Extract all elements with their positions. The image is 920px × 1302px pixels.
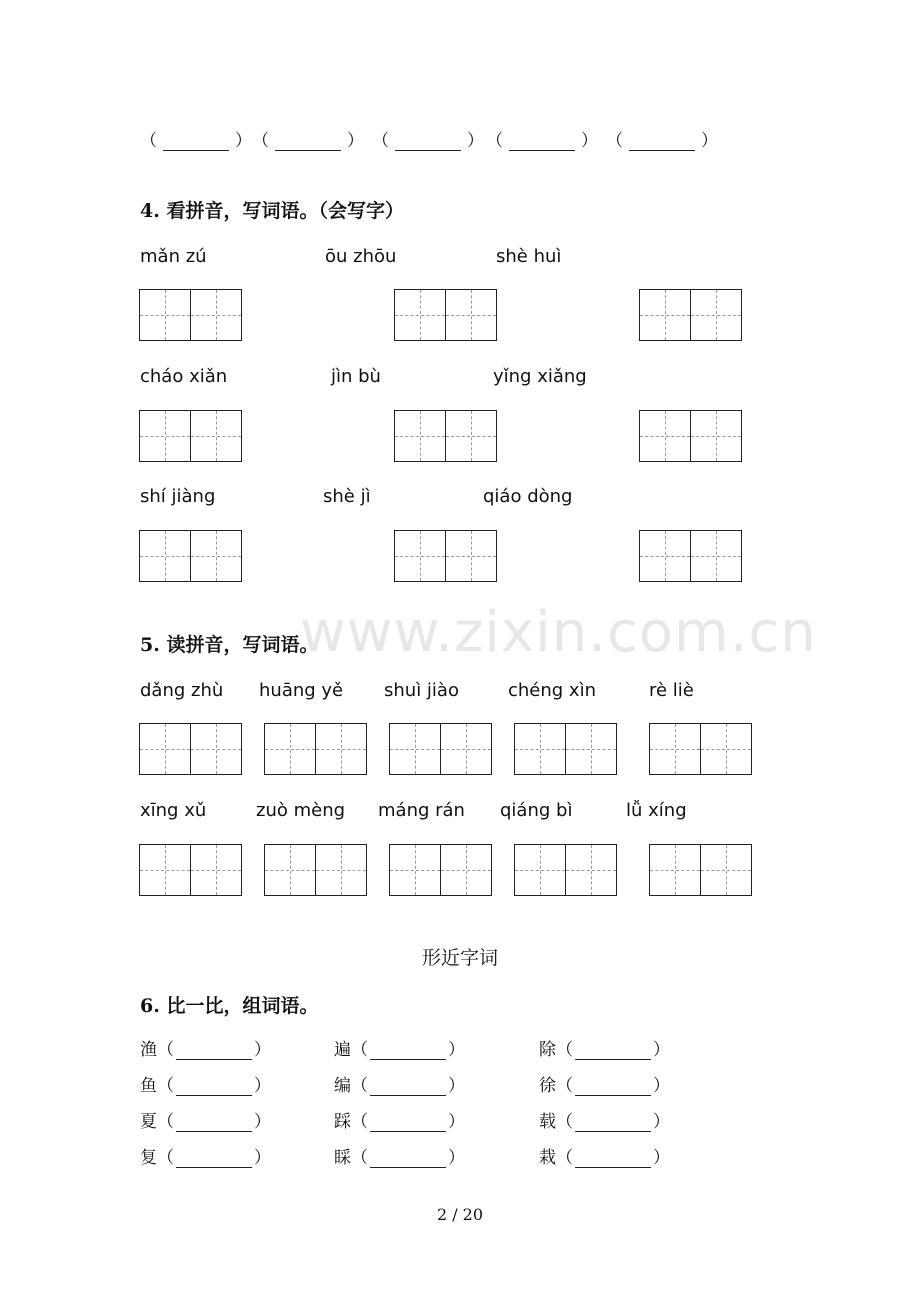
writing-grid[interactable] <box>639 530 742 583</box>
compare-item[interactable]: 载（ ） <box>539 1112 670 1132</box>
pinyin-label: chéng xìn <box>508 680 596 701</box>
writing-grid[interactable] <box>639 410 742 463</box>
page-number: 2 / 20 <box>436 1205 484 1224</box>
answer-blank-3[interactable]: （ ） <box>372 131 484 151</box>
writing-grid[interactable] <box>649 723 752 776</box>
compare-item[interactable]: 除（ ） <box>539 1040 670 1060</box>
watermark: www.zixin.com.cn <box>300 600 817 665</box>
pinyin-label: ōu zhōu <box>325 246 397 267</box>
compare-item[interactable]: 栽（ ） <box>539 1148 670 1168</box>
writing-grid[interactable] <box>264 844 367 897</box>
pinyin-label: zuò mèng <box>256 800 346 821</box>
writing-grid[interactable] <box>394 410 497 463</box>
pinyin-label: shè jì <box>323 486 371 507</box>
pinyin-label: cháo xiǎn <box>140 366 228 387</box>
writing-grid[interactable] <box>389 844 492 897</box>
pinyin-label: qiáo dòng <box>483 486 573 507</box>
compare-item[interactable]: 复（ ） <box>140 1148 271 1168</box>
answer-blank-1[interactable]: （ ） <box>140 131 252 151</box>
pinyin-label: shuì jiào <box>384 680 459 701</box>
pinyin-label: huāng yě <box>259 680 344 701</box>
compare-item[interactable]: 踩（ ） <box>334 1112 465 1132</box>
pinyin-label: xīng xǔ <box>140 800 207 821</box>
question-5-heading: 5. 读拼音，写词语。 <box>140 634 319 656</box>
writing-grid[interactable] <box>139 723 242 776</box>
writing-grid[interactable] <box>139 530 242 583</box>
pinyin-label: lǚ xíng <box>626 800 687 821</box>
pinyin-label: shí jiàng <box>140 486 216 507</box>
pinyin-label: rè liè <box>649 680 694 701</box>
question-4-heading: 4. 看拼音，写词语。（会写字） <box>140 200 404 222</box>
compare-item[interactable]: 遍（ ） <box>334 1040 465 1060</box>
pinyin-label: mǎn zú <box>140 246 207 267</box>
compare-item[interactable]: 鱼（ ） <box>140 1076 271 1096</box>
compare-item[interactable]: 睬（ ） <box>334 1148 465 1168</box>
section-title: 形近字词 <box>421 947 498 969</box>
writing-grid[interactable] <box>394 289 497 342</box>
writing-grid[interactable] <box>139 410 242 463</box>
pinyin-label: shè huì <box>496 246 562 267</box>
compare-item[interactable]: 夏（ ） <box>140 1112 271 1132</box>
pinyin-label: máng rán <box>378 800 465 821</box>
compare-item[interactable]: 渔（ ） <box>140 1040 271 1060</box>
writing-grid[interactable] <box>389 723 492 776</box>
writing-grid[interactable] <box>639 289 742 342</box>
writing-grid[interactable] <box>139 289 242 342</box>
writing-grid[interactable] <box>139 844 242 897</box>
answer-blank-2[interactable]: （ ） <box>252 131 364 151</box>
compare-item[interactable]: 徐（ ） <box>539 1076 670 1096</box>
pinyin-label: dǎng zhù <box>140 680 224 701</box>
writing-grid[interactable] <box>264 723 367 776</box>
answer-blank-4[interactable]: （ ） <box>486 131 598 151</box>
pinyin-label: jìn bù <box>331 366 381 387</box>
question-6-heading: 6. 比一比，组词语。 <box>140 995 319 1017</box>
pinyin-label: qiáng bì <box>500 800 573 821</box>
writing-grid[interactable] <box>394 530 497 583</box>
compare-item[interactable]: 编（ ） <box>334 1076 465 1096</box>
writing-grid[interactable] <box>649 844 752 897</box>
writing-grid[interactable] <box>514 844 617 897</box>
pinyin-label: yǐng xiǎng <box>493 366 587 387</box>
writing-grid[interactable] <box>514 723 617 776</box>
answer-blank-5[interactable]: （ ） <box>606 131 718 151</box>
